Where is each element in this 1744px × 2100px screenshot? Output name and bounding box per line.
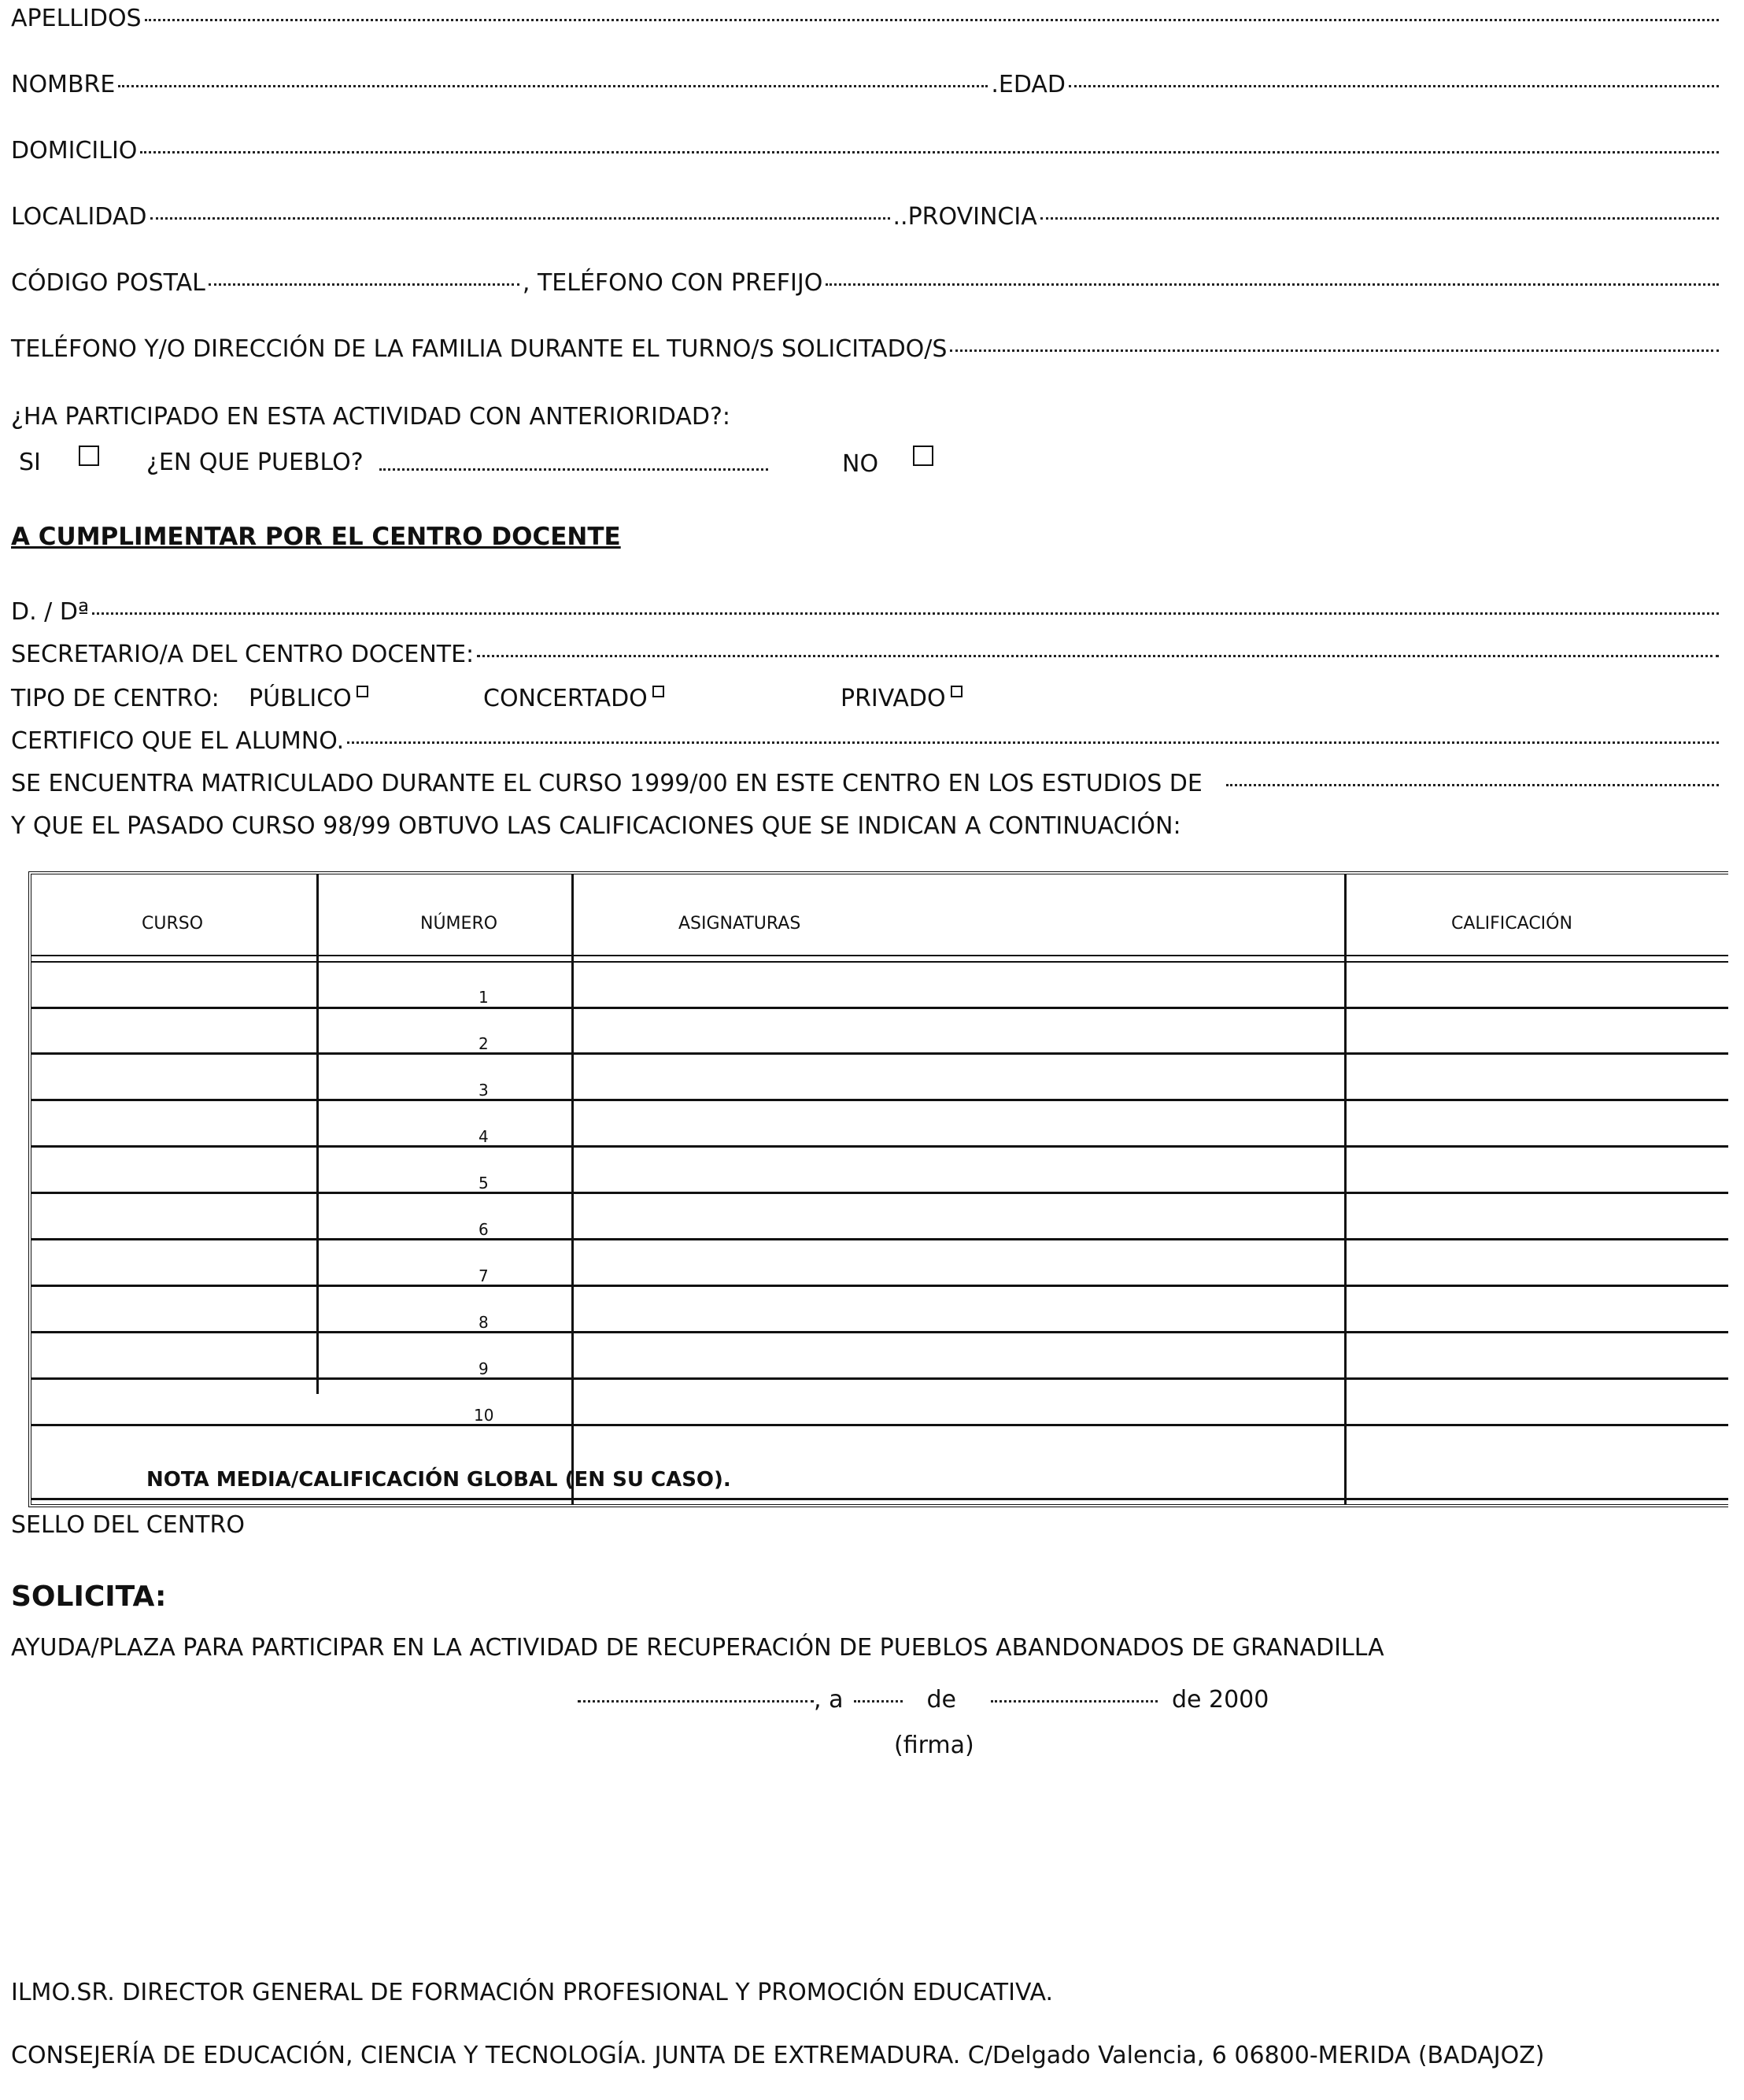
certifico-field[interactable]: [11, 727, 1722, 755]
apellidos-field[interactable]: [11, 5, 1722, 32]
table-bottom: [31, 1498, 1728, 1500]
ayuda-text: AYUDA/PLAZA PARA PARTICIPAR EN LA ACTIVIDAD DE RECUPERACIÓN DE PUEBLOS ABANDONADOS DE GRANADILLA: [11, 1634, 1384, 1662]
matriculado-dots: [1226, 784, 1719, 786]
telefono-familia-label: TELÉFONO Y/O DIRECCIÓN DE LA FAMILIA DURANTE EL TURNO/S SOLICITADO/S: [11, 335, 948, 363]
no-checkbox[interactable]: [913, 446, 933, 466]
don-dots: [92, 612, 1719, 615]
centro-heading: A CUMPLIMENTAR POR EL CENTRO DOCENTE: [11, 523, 621, 551]
telefono-prefijo-label: , TELÉFONO CON PREFIJO: [522, 269, 823, 297]
si-checkbox[interactable]: [79, 446, 99, 466]
localidad-dots: [150, 217, 890, 220]
certifico-label: CERTIFICO QUE EL ALUMNO.: [11, 727, 345, 755]
row-line: [31, 1331, 1728, 1333]
de-label: de: [926, 1686, 956, 1714]
mes-dots[interactable]: [991, 1700, 1158, 1703]
header-numero: NÚMERO: [420, 914, 498, 934]
nombre-field[interactable]: [11, 71, 1722, 98]
domicilio-label: DOMICILIO: [11, 137, 138, 165]
header-calificacion: CALIFICACIÓN: [1451, 914, 1572, 934]
firma-label: (firma): [894, 1732, 974, 1759]
provincia-label: ..PROVINCIA: [892, 203, 1037, 231]
row-line: [31, 1007, 1728, 1009]
privado-checkbox[interactable]: [951, 686, 963, 697]
concertado-option[interactable]: [483, 685, 664, 712]
dia-dots[interactable]: [854, 1700, 903, 1703]
localidad-label: LOCALIDAD: [11, 203, 147, 231]
header-curso: CURSO: [142, 914, 204, 934]
nombre-dots: [118, 85, 988, 87]
edad-label: .EDAD: [991, 71, 1066, 98]
row-number: 9: [478, 1359, 489, 1378]
header-asignaturas: ASIGNATURAS: [678, 914, 801, 934]
header-divider: [31, 955, 1728, 963]
localidad-field[interactable]: [11, 203, 1722, 231]
row-line: [31, 1424, 1728, 1426]
calificaciones-intro: Y QUE EL PASADO CURSO 98/99 OBTUVO LAS CALIFICACIONES QUE SE INDICAN A CONTINUACIÓN:: [11, 812, 1181, 840]
don-field[interactable]: [11, 598, 1722, 626]
pueblo-dots[interactable]: [379, 468, 768, 471]
codigo-postal-dots: [209, 283, 519, 286]
tipo-centro-label: TIPO DE CENTRO:: [11, 685, 220, 712]
concertado-checkbox[interactable]: [652, 686, 664, 697]
nombre-label: NOMBRE: [11, 71, 116, 98]
row-number: 3: [478, 1081, 489, 1100]
privado-option[interactable]: [841, 685, 963, 712]
pueblo-label: ¿EN QUE PUEBLO?: [146, 449, 364, 476]
participado-question: ¿HA PARTICIPADO EN ESTA ACTIVIDAD CON ANTERIORIDAD?:: [11, 403, 731, 431]
row-number: 2: [478, 1034, 489, 1053]
codigo-postal-field[interactable]: [11, 269, 1722, 297]
matriculado-field[interactable]: [11, 770, 1722, 797]
sello-label: SELLO DEL CENTRO: [11, 1511, 245, 1539]
row-line: [31, 1099, 1728, 1101]
matriculado-label: SE ENCUENTRA MATRICULADO DURANTE EL CURSO 1999/00 EN ESTE CENTRO EN LOS ESTUDIOS DE: [11, 770, 1203, 797]
privado-label: PRIVADO: [841, 685, 946, 712]
certifico-dots: [347, 741, 1719, 744]
si-label: SI: [19, 449, 41, 476]
don-label: D. / Dª: [11, 598, 90, 626]
row-number: 5: [478, 1174, 489, 1192]
row-number: 4: [478, 1127, 489, 1146]
director-text: ILMO.SR. DIRECTOR GENERAL DE FORMACIÓN PROFESIONAL Y PROMOCIÓN EDUCATIVA.: [11, 1979, 1054, 2006]
domicilio-field[interactable]: [11, 137, 1722, 165]
edad-dots: [1069, 85, 1719, 87]
row-line: [31, 1238, 1728, 1240]
solicita-heading: SOLICITA:: [11, 1581, 167, 1613]
row-number: 7: [478, 1266, 489, 1285]
publico-label: PÚBLICO: [249, 685, 352, 712]
row-line: [31, 1192, 1728, 1194]
concertado-label: CONCERTADO: [483, 685, 648, 712]
year-label: de 2000: [1171, 1686, 1269, 1714]
secretario-label: SECRETARIO/A DEL CENTRO DOCENTE:: [11, 641, 475, 668]
apellidos-dots: [145, 19, 1719, 21]
publico-option[interactable]: [249, 685, 368, 712]
row-line: [31, 1052, 1728, 1055]
a-label: , a: [814, 1686, 844, 1714]
row-line: [31, 1285, 1728, 1287]
col-divider-3: [1344, 874, 1347, 1504]
row-line: [31, 1377, 1728, 1380]
col-divider-2: [571, 874, 574, 1504]
secretario-dots: [477, 655, 1719, 657]
fecha-line[interactable]: [578, 1686, 1269, 1714]
codigo-postal-label: CÓDIGO POSTAL: [11, 269, 205, 297]
grades-table: [28, 871, 1728, 1507]
row-number: 6: [478, 1220, 489, 1239]
row-number: 1: [478, 988, 489, 1007]
nota-global-label: NOTA MEDIA/CALIFICACIÓN GLOBAL (EN SU CASO).: [146, 1468, 731, 1492]
row-number: 8: [478, 1313, 489, 1332]
apellidos-label: APELLIDOS: [11, 5, 142, 32]
col-divider-1: [316, 874, 319, 1394]
row-number: 10: [474, 1406, 494, 1425]
telefono-familia-field[interactable]: [11, 335, 1722, 363]
provincia-dots: [1040, 217, 1719, 220]
row-line: [31, 1145, 1728, 1148]
publico-checkbox[interactable]: [357, 686, 368, 697]
secretario-field[interactable]: [11, 641, 1722, 668]
domicilio-dots: [140, 151, 1719, 153]
no-label: NO: [842, 450, 879, 478]
lugar-dots[interactable]: [578, 1700, 814, 1703]
telefono-prefijo-dots: [826, 283, 1719, 286]
consejeria-text: CONSEJERÍA DE EDUCACIÓN, CIENCIA Y TECNOLOGÍA. JUNTA DE EXTREMADURA. C/Delgado Valencia, 6 06800-MERIDA (BADAJOZ): [11, 2042, 1545, 2069]
telefono-familia-dots: [950, 349, 1719, 352]
